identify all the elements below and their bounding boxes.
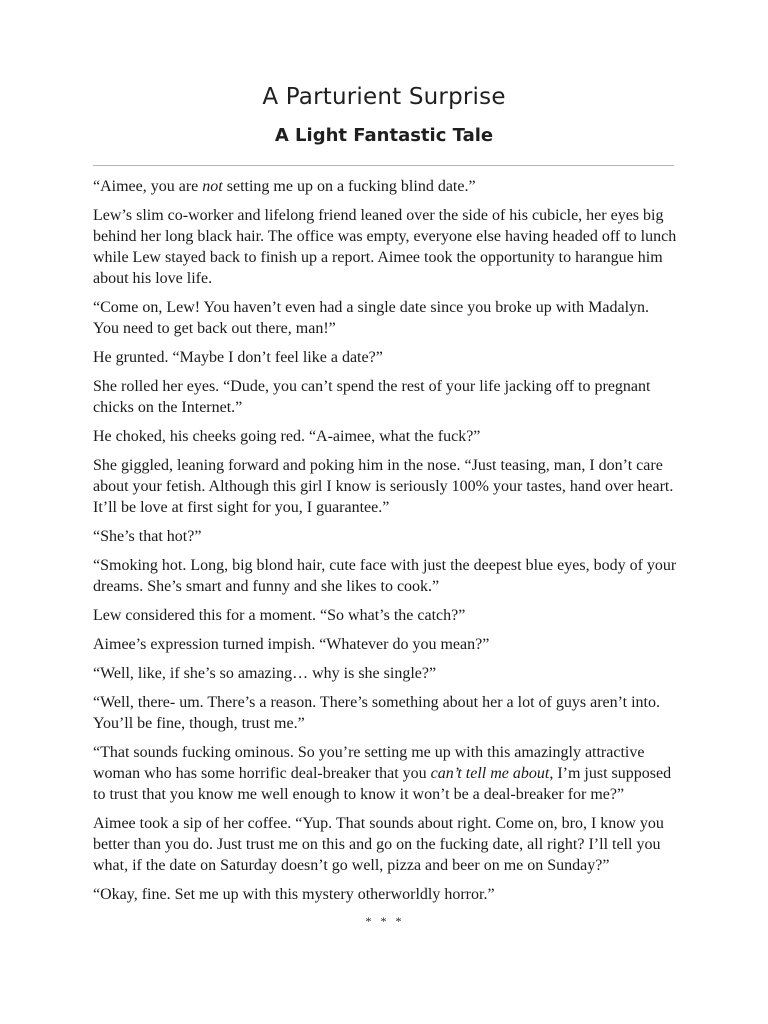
paragraph-text: Aimee took a sip of her coffee. “Yup. That sounds about right. Come on, bro, I know you better than you do. Just trust me on this and go on the fucking date, all right? I’ll tell you what, if the date on Saturday doesn’t go well, pizza and beer on me on Sunday?” [93, 815, 664, 874]
emphasis-text: not [202, 178, 223, 195]
story-paragraph [93, 884, 677, 905]
paragraph-text: “That sounds fucking ominous. So you’re setting me up with this amazingly attractive woman who has some horrific deal-breaker that you [93, 744, 645, 782]
paragraph-text: Aimee’s expression turned impish. “Whatever do you mean?” [93, 636, 490, 653]
paragraph-text: He grunted. “Maybe I don’t feel like a date?” [93, 349, 383, 366]
story-paragraph [93, 297, 677, 339]
page-title: A Parturient Surprise [262, 84, 506, 110]
paragraph-text: Lew considered this for a moment. “So what’s the catch?” [93, 607, 466, 624]
paragraph-text: Lew’s slim co-worker and lifelong friend leaned over the side of his cubicle, her eyes big behind her long black hair. The office was empty, everyone else having headed off to lunch while Lew stayed back to finish up a report. Aimee took the opportunity to harangue him about his love life. [93, 207, 677, 287]
paragraph-text: “She’s that hot?” [93, 528, 202, 545]
story-paragraph [93, 692, 677, 734]
story-paragraph [93, 663, 677, 684]
paragraph-text: She rolled her eyes. “Dude, you can’t spend the rest of your life jacking off to pregnant chicks on the Internet.” [93, 378, 651, 416]
story-paragraph [93, 426, 677, 447]
title-divider [93, 165, 674, 166]
story-paragraph [93, 742, 677, 805]
story-paragraph [93, 634, 677, 655]
paragraph-text: “Okay, fine. Set me up with this mystery otherworldly horror.” [93, 886, 495, 903]
page-subtitle: A Light Fantastic Tale [274, 125, 494, 146]
story-body [93, 176, 677, 932]
paragraph-text: “Smoking hot. Long, big blond hair, cute face with just the deepest blue eyes, body of your dreams. She’s smart and funny and she likes to cook.” [93, 557, 677, 595]
paragraph-text: She giggled, leaning forward and poking him in the nose. “Just teasing, man, I don’t care about your fetish. Although this girl I know is seriously 100% your tastes, hand over heart. It’ll be love at first sight for you, I guarantee.” [93, 457, 674, 516]
paragraph-text: “Well, there- um. There’s a reason. There’s something about her a lot of guys aren’t into. You’ll be fine, though, trust me.” [93, 694, 660, 732]
story-paragraph [93, 176, 677, 197]
paragraph-text: “Well, like, if she’s so amazing… why is she single?” [93, 665, 437, 682]
story-paragraph [93, 205, 677, 289]
story-paragraph [93, 555, 677, 597]
story-paragraph [93, 347, 677, 368]
emphasis-text: can’t tell me about [430, 765, 550, 782]
paragraph-text: setting me up on a fucking blind date.” [222, 178, 476, 195]
scene-break: * * * [365, 914, 405, 928]
paragraph-text: , I’m just supposed to trust that you know me well enough to know it won’t be a deal-breaker for me?” [93, 765, 672, 803]
story-paragraph [93, 455, 677, 518]
story-paragraph [93, 376, 677, 418]
story-paragraph [93, 605, 677, 626]
paragraph-text: He choked, his cheeks going red. “A-aimee, what the fuck?” [93, 428, 481, 445]
story-paragraph [93, 813, 677, 876]
paragraph-text: “Come on, Lew! You haven’t even had a single date since you broke up with Madalyn. You need to get back out there, man!” [93, 299, 650, 337]
paragraph-text: “Aimee, you are [93, 178, 203, 195]
story-paragraph [93, 526, 677, 547]
